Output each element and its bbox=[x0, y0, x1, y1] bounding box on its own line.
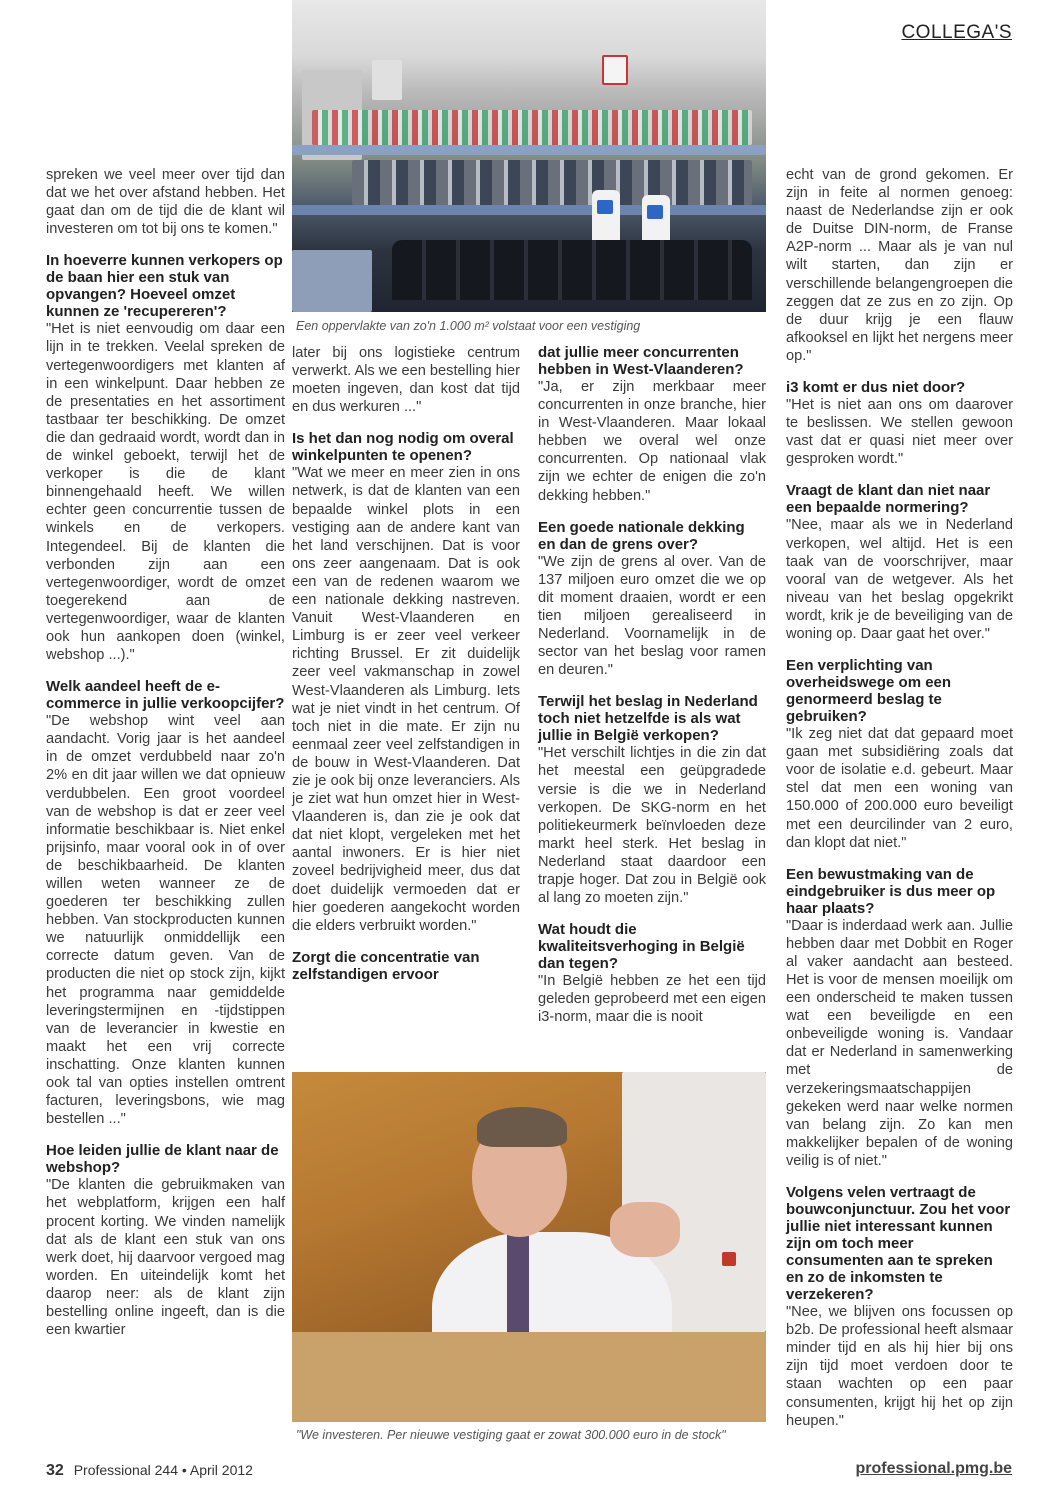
question-heading: Een verplichting van overheidswege om een genormeerd beslag te gebruiken? bbox=[786, 657, 952, 726]
paragraph: "Ja, er zijn merkbaar meer concurrenten in onze branche, hier in West-Vlaanderen. Maar lokaal hebben we overal wel onze concurrenten. Op nationaal vlak zijn we echter de enigen die zo'n dekking hebben." bbox=[538, 379, 766, 504]
page-footer bbox=[46, 1462, 253, 1480]
question-heading: Wat houdt die kwaliteitsverhoging in België dan tegen? bbox=[538, 921, 745, 973]
question-heading: In hoeverre kunnen verkopers op de baan hier een stuk van opvangen? Hoeveel omzet kunnen ze 'recupereren'? bbox=[46, 252, 283, 321]
issue-info: Professional 244 • April 2012 bbox=[73, 1462, 253, 1478]
top-photo-caption: Een oppervlakte van zo'n 1.000 m² volstaat voor een vestiging bbox=[296, 319, 641, 333]
interviewee-photo bbox=[292, 1072, 766, 1422]
paragraph: "Daar is inderdaad werk aan. Jullie hebben daar met Dobbit en Roger al vaker aandacht aan besteed. Het is voor de mensen moeilijk om een onderscheid te maken tussen wat een beveiligde en een onbeveiligde woning is. Vandaar dat er Nederland in samenwerking met de verzekeringsmaatschappijen gekeken werd naar welke normen van belang zijn. Zo kan men makkelijker bepalen of de woning veilig is of niet." bbox=[786, 917, 1013, 1169]
paragraph: "Wat we meer en meer zien in ons netwerk, is dat de klanten van een bepaalde winkel plots in een vestiging aan de andere kant van het land verschijnen. Dat is voor ons zeer aangenaam. Dat is ook een van de redenen waarom we een nationale dekking nastreven. Vanuit West-Vlaanderen en Limburg is er zeer veel verkeer richting Brussel. Er zit duidelijk zeer veel vakmanschap in zowel West-Vlaanderen als Limburg. Iets wat je niet vindt in het centrum. Of toch niet in die mate. Er zijn nu eenmaal zeer veel zelfstandigen in de bouw in West-Vlaanderen. Dat zie je ook bij onze leveranciers. Als je ziet wat hun omzet hier in West-Vlaanderen is, dan zie je ook dat dat niet klopt, vergeleken met het aantal inwoners. Er is hier niet zoveel bedrijvigheid meer, dus dat doet duidelijk vermoeden dat er hier goederen aangekocht worden die elders verbruikt worden." bbox=[292, 465, 520, 934]
website-link[interactable]: professional.pmg.be bbox=[855, 1460, 1012, 1477]
question-heading: Is het dan nog nodig om overal winkelpunten te openen? bbox=[292, 430, 514, 465]
question-heading: Een goede nationale dekking en dan de grens over? bbox=[538, 518, 745, 553]
question-heading: Terwijl het beslag in Nederland toch niet hetzelfde is als wat jullie in België verkopen? bbox=[538, 693, 758, 745]
question-heading: Welk aandeel heeft de e-commerce in jullie verkoopcijfer? bbox=[46, 678, 285, 713]
paragraph: "We zijn de grens al over. Van de 137 miljoen euro omzet die we op dit moment draaien, wordt er een tien miljoen gerealiseerd in Nederland. Voornamelijk in de sector van het beslag voor ramen en deuren." bbox=[538, 553, 766, 679]
section-label: COLLEGA'S bbox=[901, 22, 1012, 43]
paragraph: "Het is niet aan ons om daarover te beslissen. We stellen gewoon vast dat er quasi niet meer over gesproken wordt." bbox=[786, 397, 1013, 468]
paragraph: "Ik zeg niet dat dat gepaard moet gaan met subsidiëring zoals dat voor de isolatie e.d. gebeurt. Maar stel dat men een woning van 150.000 of 200.000 euro beveiligt met een deurcilinder van 2 euro, dan klopt dat niet." bbox=[786, 726, 1013, 851]
question-heading: Volgens velen vertraagt de bouwconjunctuur. Zou het voor jullie niet interessant kunnen zijn om toch meer consumenten aan te spreken en zo de inkomsten te verzekeren? bbox=[786, 1184, 1011, 1304]
column-3 bbox=[538, 344, 766, 1040]
bottom-photo-caption: "We investeren. Per nieuwe vestiging gaat er zowat 300.000 euro in de stock" bbox=[296, 1428, 726, 1442]
column-4 bbox=[786, 166, 1013, 1444]
paragraph: "Het verschilt lichtjes in die zin dat het meestal een geüpgradede versie is die we in Nederland verkopen. De SKG-norm en het politiekeurmerk beïnvloeden deze markt heel sterk. Het beslag in Nederland staat daardoor een trapje hoger. Dat zou in België ook al lang zo moeten zijn." bbox=[538, 745, 766, 907]
paragraph: "Nee, we blijven ons focussen op b2b. De professional heeft alsmaar minder tijd en als hij hier bij ons zijn tijd moet verdoen door te staan wachten op een paar consumenten, krijgt hij het op zijn heupen." bbox=[786, 1304, 1013, 1429]
column-1 bbox=[46, 166, 285, 1353]
paragraph: "In België hebben ze het een tijd geleden geprobeerd met een eigen i3-norm, maar die is nooit bbox=[538, 973, 766, 1026]
question-heading: Zorgt die concentratie van zelfstandigen ervoor bbox=[292, 948, 480, 983]
column-2 bbox=[292, 344, 520, 983]
question-heading: Vraagt de klant dan niet naar een bepaalde normering? bbox=[786, 482, 991, 517]
question-heading: Een bewustmaking van de eindgebruiker is dus meer op haar plaats? bbox=[786, 865, 996, 917]
question-heading: Hoe leiden jullie de klant naar de webshop? bbox=[46, 1142, 279, 1177]
question-heading: dat jullie meer concurrenten hebben in West-Vlaanderen? bbox=[538, 344, 744, 378]
paragraph: echt van de grond gekomen. Er zijn in feite al normen genoeg: naast de Nederlandse zijn er ook de Duitse DIN-norm, de Franse A2P-norm ... Maar als je van nul wilt starten, dan zijn er verschillende belangengroepen die zeggen dat ze zus en zo zijn. Op de duur krijg je een flauw afkooksel en lijkt het nergens meer op." bbox=[786, 167, 1013, 364]
paragraph: later bij ons logistieke centrum verwerkt. Als we een bestelling hier moeten ingeven, dan kost dat tijd en dus werkuren ..." bbox=[292, 345, 520, 416]
store-shelves-photo bbox=[292, 0, 766, 312]
page-number: 32 bbox=[46, 1462, 64, 1479]
question-heading: i3 komt er dus niet door? bbox=[786, 379, 966, 397]
paragraph: "De klanten die gebruikmaken van het webplatform, krijgen een half procent korting. We vinden namelijk dat als de klant een stuk van ons werk doet, hij daarvoor vergoed mag worden. En uiteindelijk komt het daarop neer: als de klant zijn bestelling online ingeeft, dan is die een kwartier bbox=[46, 1177, 285, 1339]
paragraph: "Nee, maar als we in Nederland verkopen, wel altijd. Het is een taak van de voorschrijver, maar vooral van de wetgever. Als het niveau van het beslag opgekrikt wordt, krik je de beveiliging van de woning op. Daar gaat het over." bbox=[786, 517, 1013, 642]
paragraph: "Het is niet eenvoudig om daar een lijn in te trekken. Veelal spreken de vertegenwoordigers met klanten af in een winkelpunt. Daar hebben ze de presentaties en het assortiment tastbaar ter beschikking. De omzet die dan gedraaid wordt, wordt dan in de winkel geboekt, terwijl het de verkoper is die de klant binnengehaald heeft. We willen echter geen concurrentie tussen de winkels en de verkopers. Integendeel. Bij de klanten die verbonden zijn aan een vertegenwoordiger, wordt de omzet toegerekend aan de vertegenwoordiger, waar de klanten ook hun aankopen doen (winkel, webshop ...)." bbox=[46, 321, 285, 664]
paragraph: "De webshop wint veel aan aandacht. Vorig jaar is het aandeel in de omzet verdubbeld naar zo'n 2% en dit jaar willen we dat opnieuw verdubbelen. Een groot voordeel van de webshop is dat er zeer veel informatie beschikbaar is. Niet enkel prijsinfo, maar vooral ook in of over de beschikbaarheid. De klanten willen weten wanneer ze de goederen ter beschikking zullen hebben. Van stockproducten kunnen we natuurlijk onmiddellijk een correcte datum geven. Van de producten die niet op stock zijn, kijkt het programma naar gemiddelde leveringstermijnen en -tijdstippen van de leverancier in kwestie en maakt het een vrij correcte inschatting. Onze klanten kunnen ook tal van opties instellen omtrent facturen, leveringsbons, wie mag bestellen ..." bbox=[46, 713, 285, 1128]
paragraph: spreken we veel meer over tijd dan dat we het over afstand hebben. Het gaat dan om de tijd die de klant wil investeren om tot bij ons te komen." bbox=[46, 167, 285, 238]
